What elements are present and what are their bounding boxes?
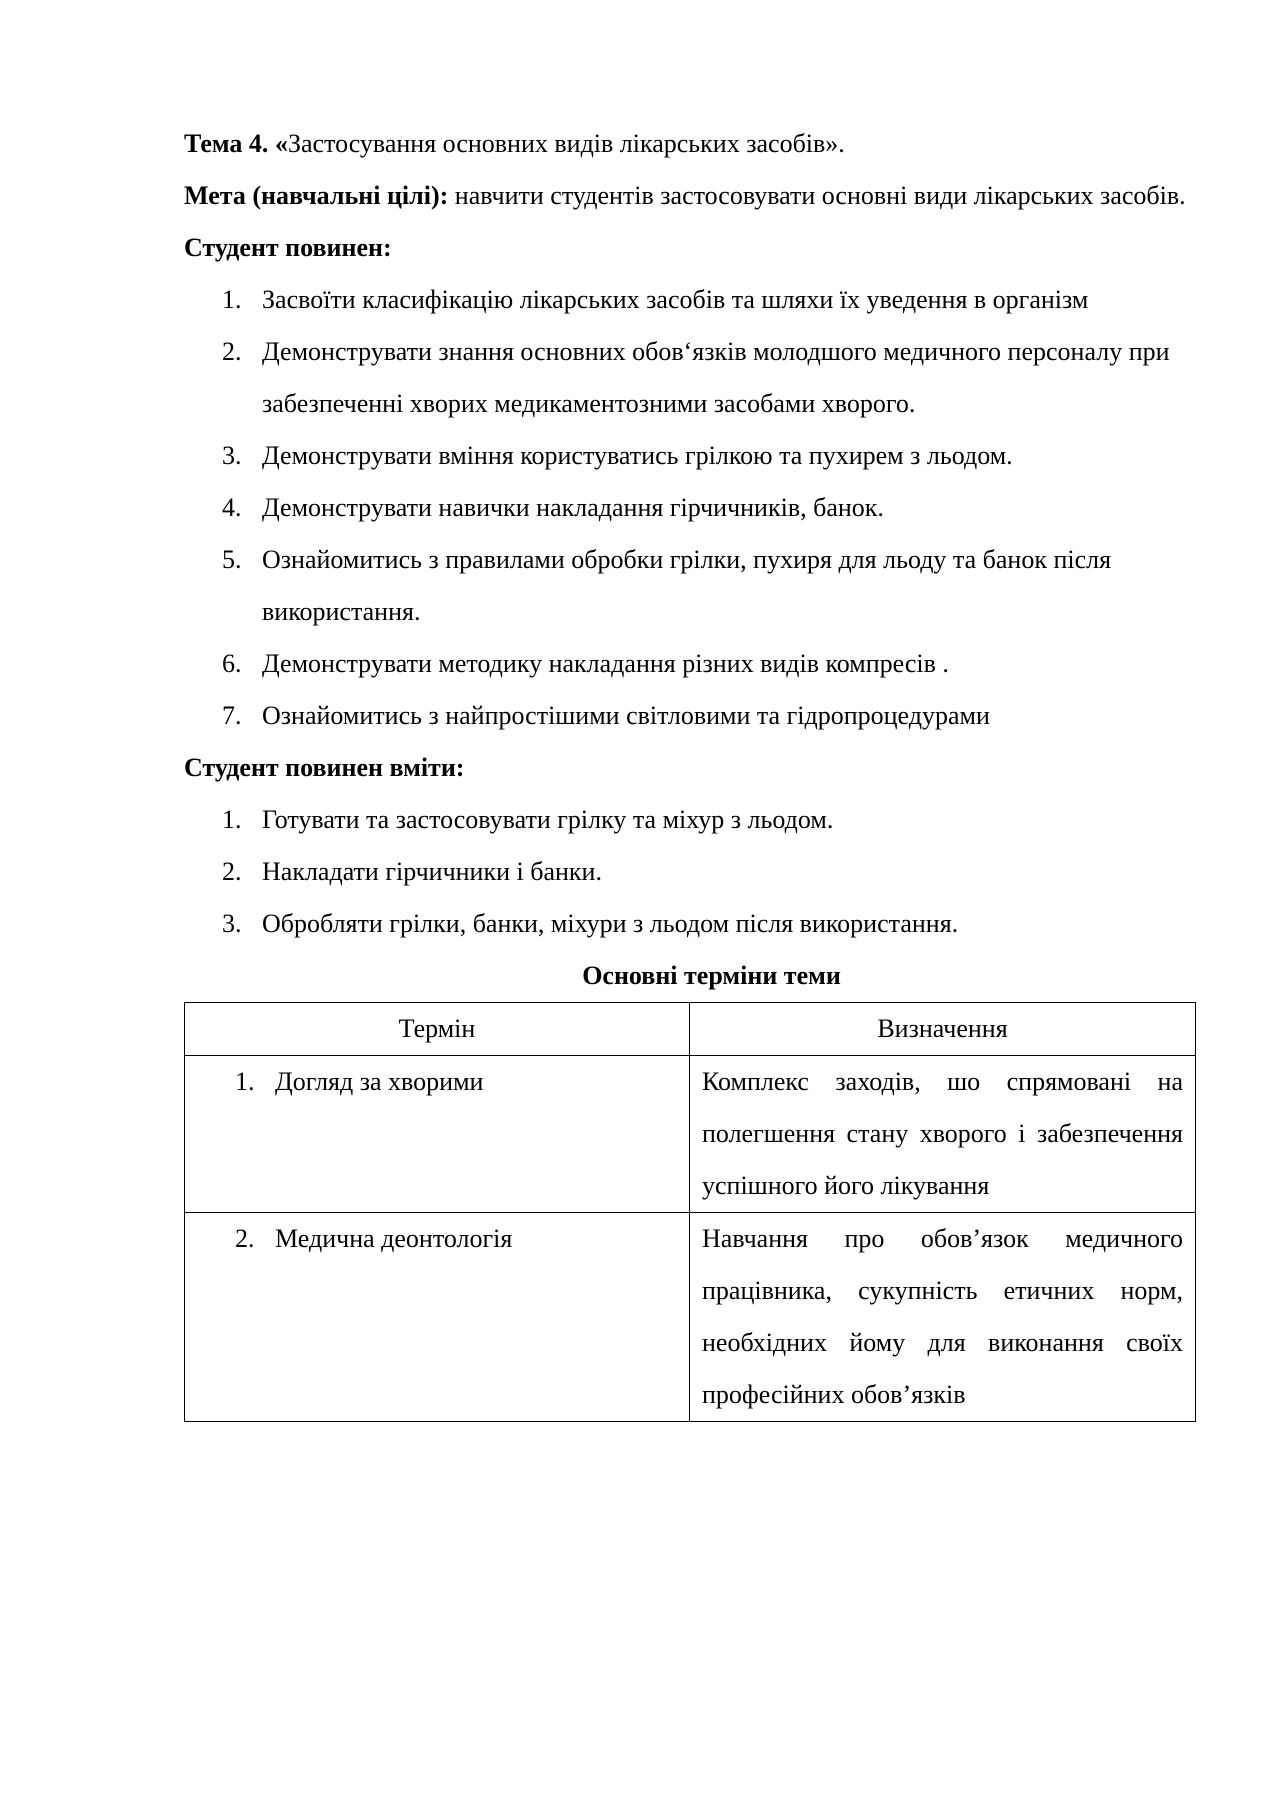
list-item-number: 6.	[222, 649, 242, 678]
term-text: Медична деонтологія	[275, 1224, 513, 1253]
list-item-number: 3.	[222, 909, 242, 938]
list-item	[184, 326, 1194, 430]
list-item	[184, 794, 1194, 846]
document-page	[184, 118, 1194, 1422]
list-item-text: Ознайомитись з найпростішими світловими та гідропроцедурами	[262, 701, 990, 730]
goal-text: навчити студентів застосовувати основні види лікарських засобів.	[454, 181, 1186, 210]
list-item-text: Накладати гірчичники і банки.	[262, 857, 602, 886]
terms-table	[184, 1002, 1196, 1422]
list-item-number: 4.	[222, 493, 242, 522]
table-header-term: Термін	[185, 1003, 690, 1056]
list-item-number: 1.	[222, 285, 242, 314]
term-number: 1.	[235, 1067, 255, 1096]
list-item-text: Демонструвати методику накладання різних видів компресів .	[262, 649, 949, 678]
list-item-text: Обробляти грілки, банки, міхури з льодом після використання.	[262, 909, 959, 938]
table-header-definition: Визначення	[690, 1003, 1196, 1056]
student-must-list	[184, 274, 1194, 742]
table-cell-term	[185, 1213, 690, 1422]
list-item	[184, 430, 1194, 482]
list-item	[184, 690, 1194, 742]
topic-label: Тема 4.	[184, 129, 269, 158]
list-item-text: Демонструвати навички накладання гірчичників, банок.	[262, 493, 884, 522]
table-header-row	[185, 1003, 1196, 1056]
list-item	[184, 534, 1194, 638]
list-item-text: Готувати та застосовувати грілку та міхур з льодом.	[262, 805, 834, 834]
topic-text: Застосування основних видів лікарських засобів».	[287, 129, 845, 158]
list-item-number: 2.	[222, 337, 242, 366]
table-row	[185, 1213, 1196, 1422]
list-item-text: Демонструвати вміння користуватись грілкою та пухирем з льодом.	[262, 441, 1013, 470]
list-item-text: Засвоїти класифікацію лікарських засобів та шляхи їх уведення в організм	[262, 285, 1089, 314]
list-item-number: 7.	[222, 701, 242, 730]
table-cell-definition: Навчання про обов’язок медичного працівника, сукупність етичних норм, необхідних йому для виконання своїх професійних обов’язків	[690, 1213, 1196, 1422]
list-item-text: Ознайомитись з правилами обробки грілки, пухиря для льоду та банок після використання.	[262, 545, 1112, 626]
table-cell-term	[185, 1056, 690, 1213]
table-row	[185, 1056, 1196, 1213]
student-can-heading: Студент повинен вміти:	[184, 753, 465, 782]
term-number: 2.	[235, 1224, 255, 1253]
list-item	[184, 898, 1194, 950]
list-item	[184, 274, 1194, 326]
list-item	[184, 846, 1194, 898]
list-item-number: 2.	[222, 857, 242, 886]
list-item-number: 5.	[222, 545, 242, 574]
topic-open-quote: «	[274, 129, 288, 158]
terms-table-title: Основні терміни теми	[582, 961, 841, 990]
list-item	[184, 638, 1194, 690]
table-cell-definition: Комплекс заходів, шо спрямовані на полегшення стану хворого і забезпечення успішного його лікування	[690, 1056, 1196, 1213]
student-must-heading: Студент повинен:	[184, 233, 392, 262]
goal-paragraph	[184, 170, 1194, 222]
list-item-number: 3.	[222, 441, 242, 470]
topic-line	[184, 118, 1194, 170]
term-text: Догляд за хворими	[275, 1067, 484, 1096]
list-item	[184, 482, 1194, 534]
student-can-list	[184, 794, 1194, 950]
list-item-number: 1.	[222, 805, 242, 834]
goal-label: Мета (навчальні цілі):	[184, 181, 449, 210]
list-item-text: Демонструвати знання основних обов‘язків молодшого медичного персоналу при забезпеченні хворих медикаментозними засобами хворого.	[262, 337, 1170, 418]
